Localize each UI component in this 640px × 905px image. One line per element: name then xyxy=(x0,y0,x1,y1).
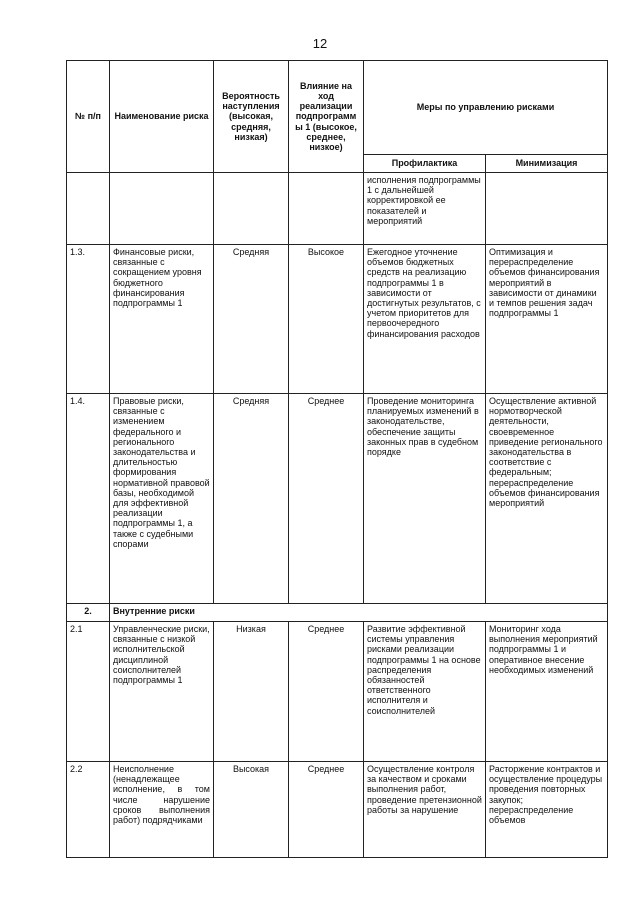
row-prevention: Ежегодное уточнение объемов бюджетных средств на реализацию подпрограммы 1 в зависимости от достигнутых результатов, с учетом приоритетов для первоочередного финансирования расходов xyxy=(364,245,486,394)
row-prevention: Развитие эффективной системы управления рисками реализации подпрограммы 1 на основе распределения обязанностей ответственного исполнителя и соисполнителей xyxy=(364,622,486,762)
header-probability: Вероятность наступления (высокая, средняя, низкая) xyxy=(214,61,289,173)
row-number: 2.2 xyxy=(67,762,110,858)
page-number: 12 xyxy=(312,36,328,51)
row-probability: Низкая xyxy=(214,622,289,762)
row-risk-name: Неисполнение (ненадлежащее исполнение, в том числе нарушение сроков выполнения работ) подрядчиками xyxy=(110,762,214,858)
header-number: № п/п xyxy=(67,61,110,173)
table-row xyxy=(67,173,608,245)
row-risk-name: Управленческие риски, связанные с низкой исполнительской дисциплиной соисполнителей подпрограммы 1 xyxy=(110,622,214,762)
row-minimization xyxy=(486,173,608,245)
section-number: 2. xyxy=(67,604,110,622)
row-risk-name xyxy=(110,173,214,245)
row-probability: Средняя xyxy=(214,245,289,394)
table-row xyxy=(67,762,608,858)
row-number: 2.1 xyxy=(67,622,110,762)
row-probability: Высокая xyxy=(214,762,289,858)
table-row xyxy=(67,394,608,604)
row-minimization: Оптимизация и перераспределение объемов финансирования мероприятий в зависимости от динамики и темпов решения задач подпрограммы 1 xyxy=(486,245,608,394)
section-row xyxy=(67,604,608,622)
header-measures: Меры по управлению рисками xyxy=(364,61,608,155)
row-impact xyxy=(289,173,364,245)
row-prevention: Осуществление контроля за качеством и сроками выполнения работ, проведение претензионной работы за нарушение xyxy=(364,762,486,858)
row-impact: Среднее xyxy=(289,622,364,762)
row-minimization: Мониторинг хода выполнения мероприятий подпрограммы 1 и оперативное внесение необходимых изменений xyxy=(486,622,608,762)
header-impact: Влияние на ход реализации подпрограммы 1 (высокое, среднее, низкое) xyxy=(289,61,364,173)
header-risk-name: Наименование риска xyxy=(110,61,214,173)
row-probability xyxy=(214,173,289,245)
row-number: 1.4. xyxy=(67,394,110,604)
row-risk-name: Правовые риски, связанные с изменением федерального и регионального законодательства и длительностью формирования нормативной правовой базы, необходимой для эффективной реализации подпрограммы 1, а также с судебными спорами xyxy=(110,394,214,604)
row-risk-name: Финансовые риски, связанные с сокращением уровня бюджетного финансирования подпрограммы 1 xyxy=(110,245,214,394)
row-prevention: исполнения подпрограммы 1 с дальнейшей корректировкой ее показателей и мероприятий xyxy=(364,173,486,245)
table-row xyxy=(67,622,608,762)
row-impact: Среднее xyxy=(289,394,364,604)
row-minimization: Осуществление активной нормотворческой деятельности, своевременное приведение регионального законодательства в соответствие с федеральным; перераспределение объемов финансирования мероприятий xyxy=(486,394,608,604)
section-title: Внутренние риски xyxy=(110,604,608,622)
row-impact: Среднее xyxy=(289,762,364,858)
table-row xyxy=(67,245,608,394)
row-prevention: Проведение мониторинга планируемых изменений в законодательстве, обеспечение защиты законных прав в судебном порядке xyxy=(364,394,486,604)
row-number xyxy=(67,173,110,245)
risk-management-table xyxy=(66,60,608,858)
row-impact: Высокое xyxy=(289,245,364,394)
row-number: 1.3. xyxy=(67,245,110,394)
row-minimization: Расторжение контрактов и осуществление процедуры проведения повторных закупок; перераспределение объемов xyxy=(486,762,608,858)
row-probability: Средняя xyxy=(214,394,289,604)
header-minimization: Минимизация xyxy=(486,155,608,173)
header-prevention: Профилактика xyxy=(364,155,486,173)
